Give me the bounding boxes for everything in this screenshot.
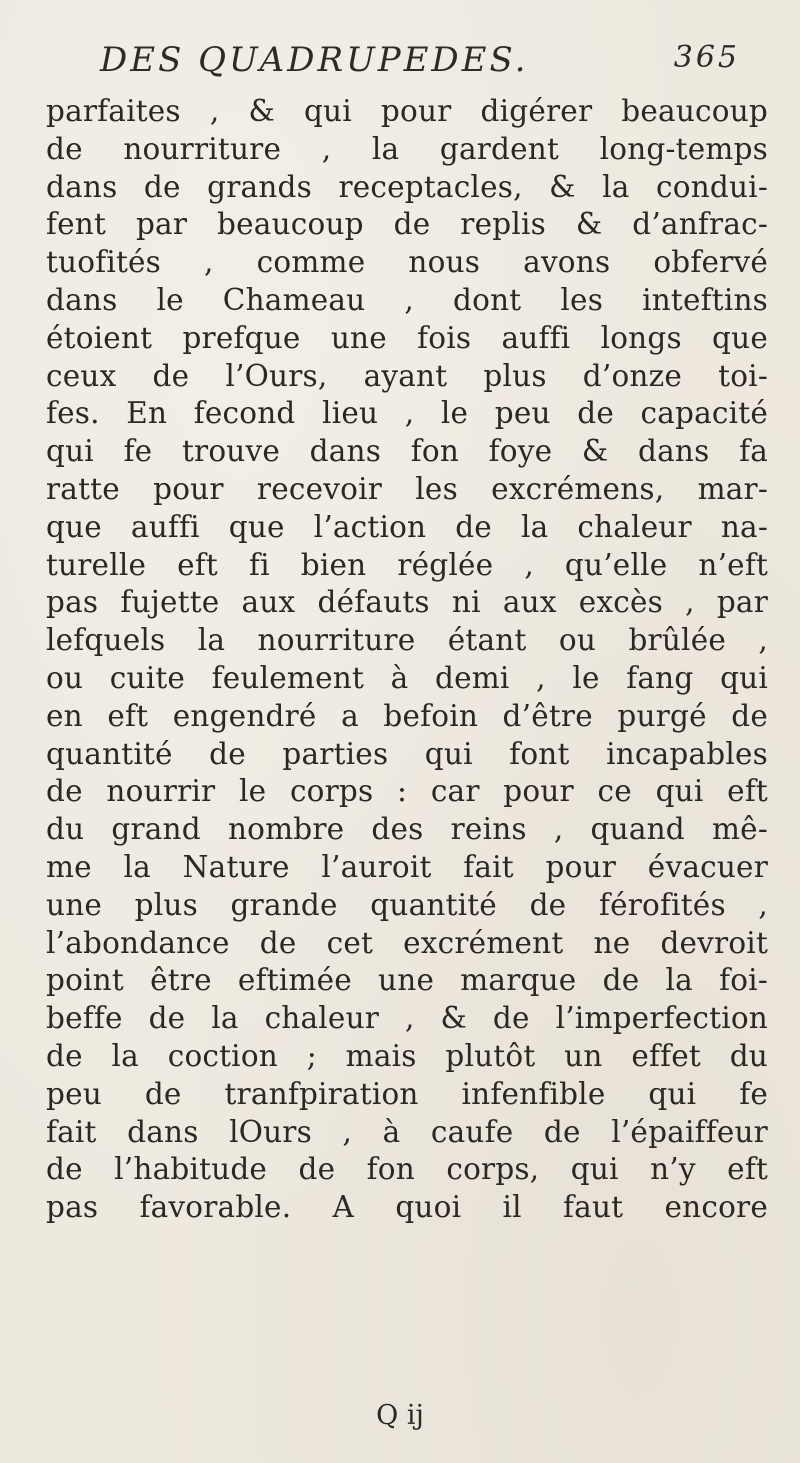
text-line: du grand nombre des reins , quand mê-	[46, 812, 768, 847]
text-line: lefquels la nourriture étant ou brûlée ,	[46, 623, 768, 658]
text-line: ceux de l’Ours, ayant plus d’onze toi-	[46, 358, 768, 393]
text-line: pas fujette aux défauts ni aux excès , par	[46, 585, 768, 620]
text-line: dans de grands receptacles, & la condui-	[46, 169, 768, 204]
text-line: étoient prefque une fois auffi longs que	[46, 320, 768, 355]
running-head-title: DES QUADRUPEDES.	[100, 40, 529, 80]
text-line: fes. En fecond lieu , le peu de capacité	[46, 396, 768, 431]
text-line: peu de tranfpiration infenfible qui fe	[46, 1076, 768, 1111]
signature-mark: Q ij	[376, 1400, 424, 1431]
page-number: 365	[673, 40, 740, 75]
body-text	[46, 93, 768, 1227]
text-line: ratte pour recevoir les excrémens, mar-	[46, 471, 768, 506]
text-line: fait dans lOurs , à caufe de l’épaiffeur	[46, 1114, 768, 1149]
text-line: l’abondance de cet excrément ne devroit	[46, 925, 768, 960]
text-line: une plus grande quantité de férofités ,	[46, 887, 768, 922]
running-head	[100, 40, 740, 92]
text-line: pas favorable. A quoi il faut encore	[46, 1190, 768, 1225]
text-line: de nourriture , la gardent long-temps	[46, 131, 768, 166]
text-line: de nourrir le corps : car pour ce qui eft	[46, 774, 768, 809]
text-line: ou cuite feulement à demi , le fang qui	[46, 660, 768, 695]
text-line: fent par beaucoup de replis & d’anfrac-	[46, 207, 768, 242]
text-line: que auffi que l’action de la chaleur na-	[46, 509, 768, 544]
text-line: de la coction ; mais plutôt un effet du	[46, 1038, 768, 1073]
text-line: dans le Chameau , dont les inteftins	[46, 282, 768, 317]
text-line: beffe de la chaleur , & de l’imperfection	[46, 1001, 768, 1036]
text-line: de l’habitude de fon corps, qui n’y eft	[46, 1152, 768, 1187]
text-line: tuofités , comme nous avons obfervé	[46, 245, 768, 280]
text-line: me la Nature l’auroit fait pour évacuer	[46, 849, 768, 884]
text-line: en eft engendré a befoin d’être purgé de	[46, 698, 768, 733]
text-line: parfaites , & qui pour digérer beaucoup	[46, 94, 768, 128]
text-line: quantité de parties qui font incapables	[46, 736, 768, 771]
text-line: point être eftimée une marque de la foi-	[46, 963, 768, 998]
text-line: qui fe trouve dans fon foye & dans fa	[46, 434, 768, 469]
text-line: turelle eft fi bien réglée , qu’elle n’eft	[46, 547, 768, 582]
